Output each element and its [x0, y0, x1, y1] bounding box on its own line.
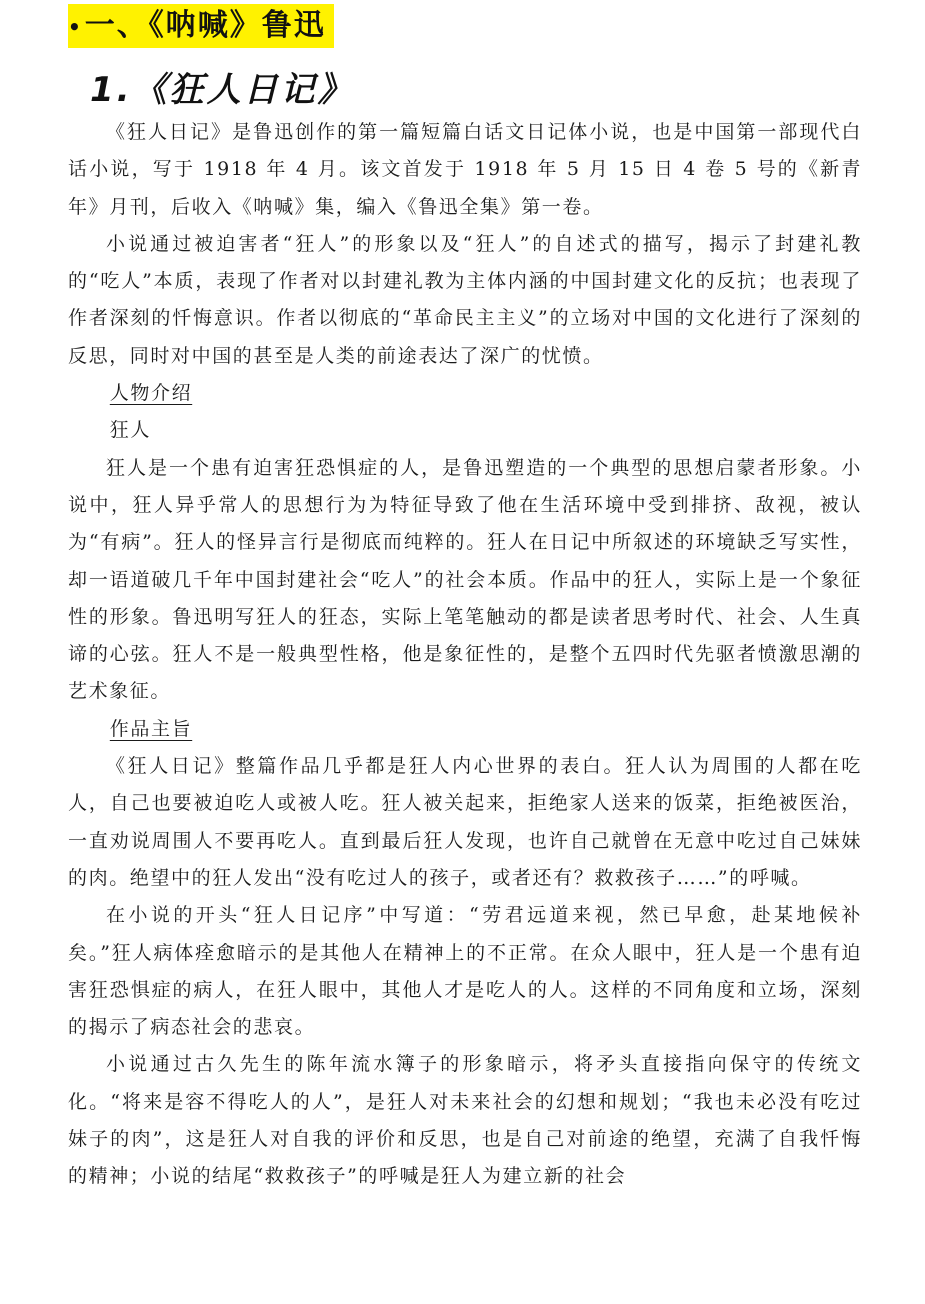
theme-paragraph-3: 小说通过古久先生的陈年流水簿子的形象暗示，将矛头直接指向保守的传统文化。“将来是容不得吃人的人”，是狂人对未来社会的幻想和规划；“我也未必没有吃过妹子的肉”，这是狂人对自我的评价和反思，也是自己对前途的绝望，充满了自我忏悔的精神；小说的结尾“救救孩子”的呼喊是狂人为建立新的社会 — [68, 1053, 862, 1188]
theme-heading-text: 作品主旨 — [109, 717, 193, 740]
document-body — [68, 114, 862, 1196]
bullet-icon: • — [68, 14, 83, 39]
theme-section-heading — [68, 711, 862, 748]
section-title: 1.《狂人日记》 — [90, 70, 355, 110]
intro-paragraph-1: 《狂人日记》是鲁迅创作的第一篇短篇白话文日记体小说，也是中国第一部现代白话小说，写于 1918 年 4 月。该文首发于 1918 年 5 月 15 日 4 卷 5 号的《新青年》月刊，后收入《呐喊》集，编入《鲁迅全集》第一卷。 — [68, 121, 862, 218]
theme-paragraph-1: 《狂人日记》整篇作品几乎都是狂人内心世界的表白。狂人认为周围的人都在吃人，自己也要被迫吃人或被人吃。狂人被关起来，拒绝家人送来的饭菜，拒绝被医治，一直劝说周围人不要再吃人。直到最后狂人发现，也许自己就曾在无意中吃过自己妹妹的肉。绝望中的狂人发出“没有吃过人的孩子，或者还有？救救孩子……”的呼喊。 — [68, 755, 862, 889]
theme-paragraph-2: 在小说的开头“狂人日记序”中写道：“劳君远道来视，然已早愈，赴某地候补矣。”狂人病体痊愈暗示的是其他人在精神上的不正常。在众人眼中，狂人是一个患有迫害狂恐惧症的病人，在狂人眼中，其他人才是吃人的人。这样的不同角度和立场，深刻的揭示了病态社会的悲哀。 — [68, 904, 862, 1039]
chapter-heading-text: 一、《呐喊》鲁迅 — [84, 8, 326, 43]
character-heading-text: 人物介绍 — [109, 382, 193, 405]
character-description: 狂人是一个患有迫害狂恐惧症的人，是鲁迅塑造的一个典型的思想启蒙者形象。小说中，狂人异乎常人的思想行为为特征导致了他在生活环境中受到排挤、敌视，被认为“有病”。狂人的怪异言行是彻底而纯粹的。狂人在日记中所叙述的环境缺乏写实性，却一语道破几千年中国封建社会“吃人”的社会本质。作品中的狂人，实际上是一个象征性的形象。鲁迅明写狂人的狂态，实际上笔笔触动的都是读者思考时代、社会、人生真谛的心弦。狂人不是一般典型性格，他是象征性的，是整个五四时代先驱者愤激思潮的艺术象征。 — [68, 456, 862, 703]
chapter-heading — [68, 4, 334, 48]
character-name: 狂人 — [109, 419, 151, 442]
intro-paragraph-2: 小说通过被迫害者“狂人”的形象以及“狂人”的自述式的描写，揭示了封建礼教的“吃人”本质，表现了作者对以封建礼教为主体内涵的中国封建文化的反抗；也表现了作者深刻的忏悔意识。作者以彻底的“革命民主主义”的立场对中国的文化进行了深刻的反思，同时对中国的甚至是人类的前途表达了深广的忧愤。 — [68, 232, 862, 367]
character-section-heading — [68, 375, 862, 412]
